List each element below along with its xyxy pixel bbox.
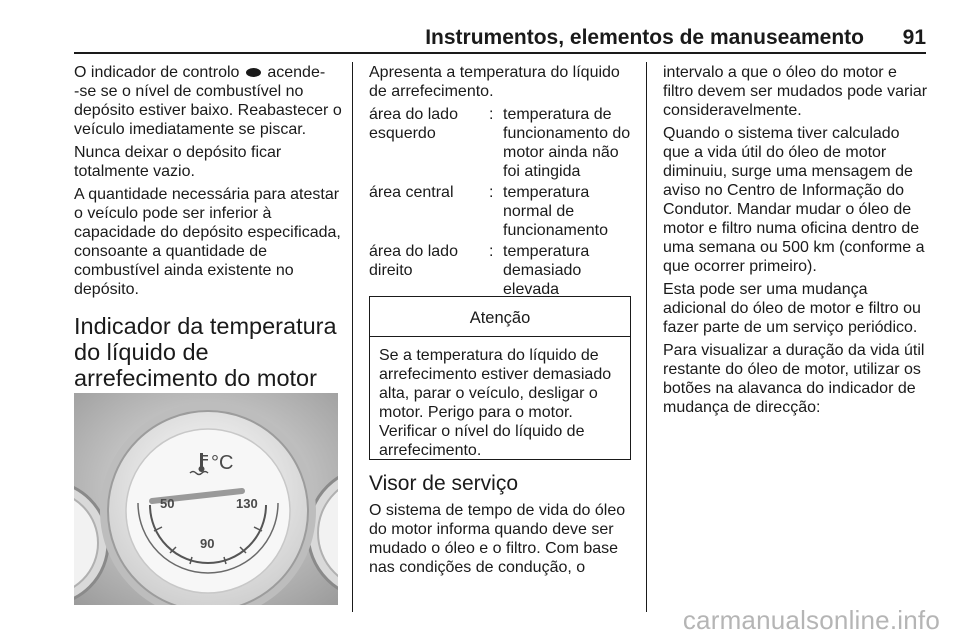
gauge-label-130: 130 [236, 496, 258, 511]
fuel-warning-paragraph: O indicador de controlo acende- -se se o nível de combustível no depósito estiver baixo. Reabastecer o veículo imediatamente se piscar. [74, 64, 342, 138]
definition-term: área central [369, 184, 454, 201]
definition-separator: : [489, 243, 494, 260]
paragraph: Para visualizar a duração da vida útil restante do óleo de motor, utilizar os botões na alavanca do indicador de mudança de direcção: [663, 342, 925, 416]
page-header [74, 26, 926, 52]
header-divider [74, 52, 926, 54]
definition-description: temperatura demasiado elevada [503, 243, 590, 298]
attention-title: Atenção [370, 297, 630, 337]
paragraph: intervalo a que o óleo do motor e filtro devem ser mudados pode variar consideravelmente. [663, 64, 928, 119]
paragraph: Nunca deixar o depósito ficar totalmente vazio. [74, 144, 282, 180]
paragraph: Apresenta a temperatura do líquido de arrefecimento. [369, 64, 620, 100]
section-heading: Indicador da temperatura do líquido de arrefecimento do motor [74, 313, 337, 391]
service-text-block [369, 501, 633, 581]
paragraph: A quantidade necessária para atestar o veículo pode ser inferior à capacidade do depósito especificada, consoante a quantidade de combustível ainda existente no depósito. [74, 186, 341, 298]
gauge-label-90: 90 [200, 536, 215, 551]
gauge-label-50: 50 [160, 496, 175, 511]
attention-box [369, 296, 631, 460]
definition-description: temperatura normal de funcionamento [503, 184, 608, 239]
attention-body: Se a temperatura do líquido de arrefecimento estiver demasiado alta, parar o veículo, desligar o motor. Perigo para o motor. Verificar o nível do líquido de arrefecimento. [379, 347, 612, 459]
right-column [663, 63, 929, 421]
definition-term: área do lado esquerdo [369, 106, 458, 142]
watermark: carmanualsonline.info [682, 605, 940, 635]
paragraph: Esta pode ser uma mudança adicional do óleo de motor e filtro ou fazer parte de um serviço periódico. [663, 281, 921, 336]
definition-term: área do lado direito [369, 243, 458, 279]
definition-row [369, 181, 633, 240]
header-title: Instrumentos, elementos de manuseamento [425, 26, 864, 49]
page-number: 91 [902, 26, 926, 49]
definition-row [369, 240, 633, 299]
middle-column [369, 63, 633, 305]
paragraph: Quando o sistema tiver calculado que a vida útil do óleo de motor diminuiu, surge uma mensagem de aviso no Centro de Informação do Condutor. Mandar mudar o óleo de motor e filtro numa oficina dentro de uma semana ou 500 km (conforme a que ocorrer primeiro). [663, 125, 925, 275]
definition-separator: : [489, 106, 494, 123]
left-column [74, 63, 342, 407]
service-heading: Visor de serviço [369, 472, 519, 495]
gauge-unit-label: °C [211, 452, 234, 474]
definition-description: temperatura de funcionamento do motor ainda não foi atingida [503, 106, 631, 180]
paragraph: O sistema de tempo de vida do óleo do motor informa quando deve ser mudado o óleo e o filtro. Com base nas condições de condução, o [369, 502, 626, 576]
coolant-gauge-illustration [74, 393, 338, 605]
column-divider [646, 62, 647, 612]
fuel-warning-indicator-icon [246, 68, 261, 77]
definition-row [369, 105, 633, 181]
coolant-gauge-figure [74, 393, 338, 605]
definition-table [369, 105, 633, 299]
definition-separator: : [489, 184, 494, 201]
column-divider [352, 62, 353, 612]
